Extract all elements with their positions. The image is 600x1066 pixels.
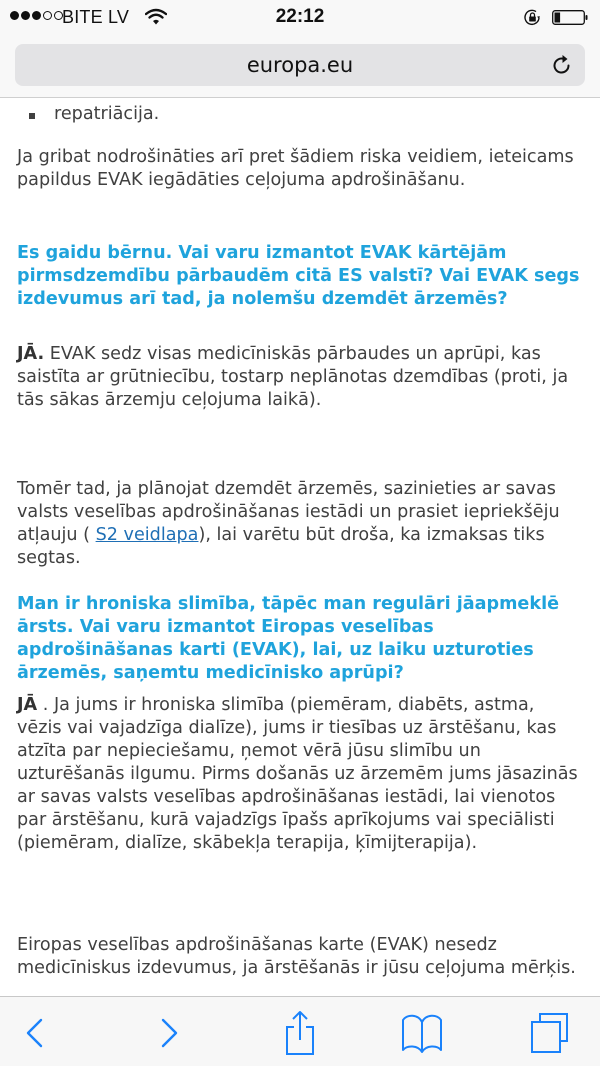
answer-lead: JĀ — [17, 695, 38, 715]
paragraph-text — [17, 478, 582, 570]
rotation-lock-icon — [523, 8, 542, 27]
faq-answer-chronic-illness — [17, 694, 582, 855]
paragraph-text-before: Tomēr tad, ja plānojat dzemdēt ārzemēs, sazinieties ar savas valsts veselības apdrošināšanas iestādi un prasiet iepriekšēju atļauju ( — [17, 479, 560, 545]
faq-answer-pregnancy — [17, 343, 582, 412]
bullet-square-icon — [29, 113, 35, 119]
answer-body: EVAK sedz visas medicīniskās pārbaudes un aprūpi, kas saistīta ar grūtniecību, tostarp neplānotas dzemdības (proti, ja tās sākas ārzemju ceļojuma laikā). — [17, 344, 569, 410]
forward-button[interactable] — [147, 1013, 191, 1053]
paragraph-treatment-purpose — [17, 934, 582, 980]
status-bar — [0, 0, 600, 36]
bullet-list — [27, 103, 159, 126]
chevron-left-icon — [24, 1017, 46, 1049]
s2-form-link[interactable]: S2 veidlapa — [95, 525, 199, 545]
paragraph-travel-insurance — [17, 146, 582, 192]
battery-icon — [552, 10, 588, 25]
address-bar[interactable] — [15, 44, 585, 86]
back-button[interactable] — [13, 1013, 57, 1053]
list-item-text: repatriācija. — [54, 104, 160, 124]
answer-text — [17, 694, 582, 855]
reload-icon[interactable] — [551, 53, 573, 77]
carrier-name: BITE LV — [62, 7, 130, 27]
share-button[interactable] — [278, 1013, 322, 1053]
question-heading: Es gaidu bērnu. Vai varu izmantot EVAK kārtējām pirmsdzemdību pārbaudēm citā ES valstī? Vai EVAK segs izdevumus arī tad, ja nolemšu dzemdēt ārzemēs? — [17, 243, 580, 309]
list-item — [27, 103, 159, 126]
url-text[interactable]: europa.eu — [246, 53, 354, 77]
book-icon — [401, 1012, 443, 1054]
paragraph-prior-authorisation — [17, 478, 582, 570]
page-content[interactable] — [0, 97, 600, 996]
clock: 22:12 — [275, 6, 325, 27]
answer-lead: JĀ. — [17, 344, 45, 364]
tabs-icon — [530, 1012, 570, 1054]
bookmarks-button[interactable] — [400, 1013, 444, 1053]
answer-body: . Ja jums ir hroniska slimība (piemēram, diabēts, astma, vēzis vai vajadzīga dialīze), jums ir tiesības uz ārstēšanu, kas atzīta par nepieciešamu, ņemot vērā jūsu slimību un uzturēšanās ilgumu. Pirms došanās uz ārzemēm jums jāsazinās ar savas valsts veselības apdrošināšanas iestādi, lai vienotos par ārstēšanu, kurā vajadzīgs īpašs aprīkojums vai speciālisti (piemēram, dialīze, skābekļa terapija, ķīmijterapija). — [17, 695, 578, 853]
faq-question-chronic-illness — [17, 593, 582, 685]
faq-question-pregnancy — [17, 242, 582, 311]
share-icon — [284, 1010, 316, 1056]
chevron-right-icon — [158, 1017, 180, 1049]
answer-text — [17, 343, 582, 412]
paragraph-text: Eiropas veselības apdrošināšanas karte (EVAK) nesedz medicīniskus izdevumus, ja ārstēšanās ir jūsu ceļojuma mērķis. — [17, 935, 576, 978]
paragraph-text-after: ), lai varētu būt droša, ka izmaksas tiks segtas. — [17, 525, 545, 568]
browser-header — [0, 0, 600, 98]
tabs-button[interactable] — [528, 1013, 572, 1053]
paragraph-text: Ja gribat nodrošināties arī pret šādiem riska veidiem, ieteicams papildus EVAK iegādāties ceļojuma apdrošināšanu. — [17, 147, 574, 190]
question-heading: Man ir hroniska slimība, tāpēc man regulāri jāapmeklē ārsts. Vai varu izmantot Eiropas veselības apdrošināšanas karti (EVAK), lai, uz laiku uzturoties ārzemēs, saņemtu medicīnisko aprūpi? — [17, 594, 560, 683]
browser-toolbar — [0, 996, 600, 1066]
